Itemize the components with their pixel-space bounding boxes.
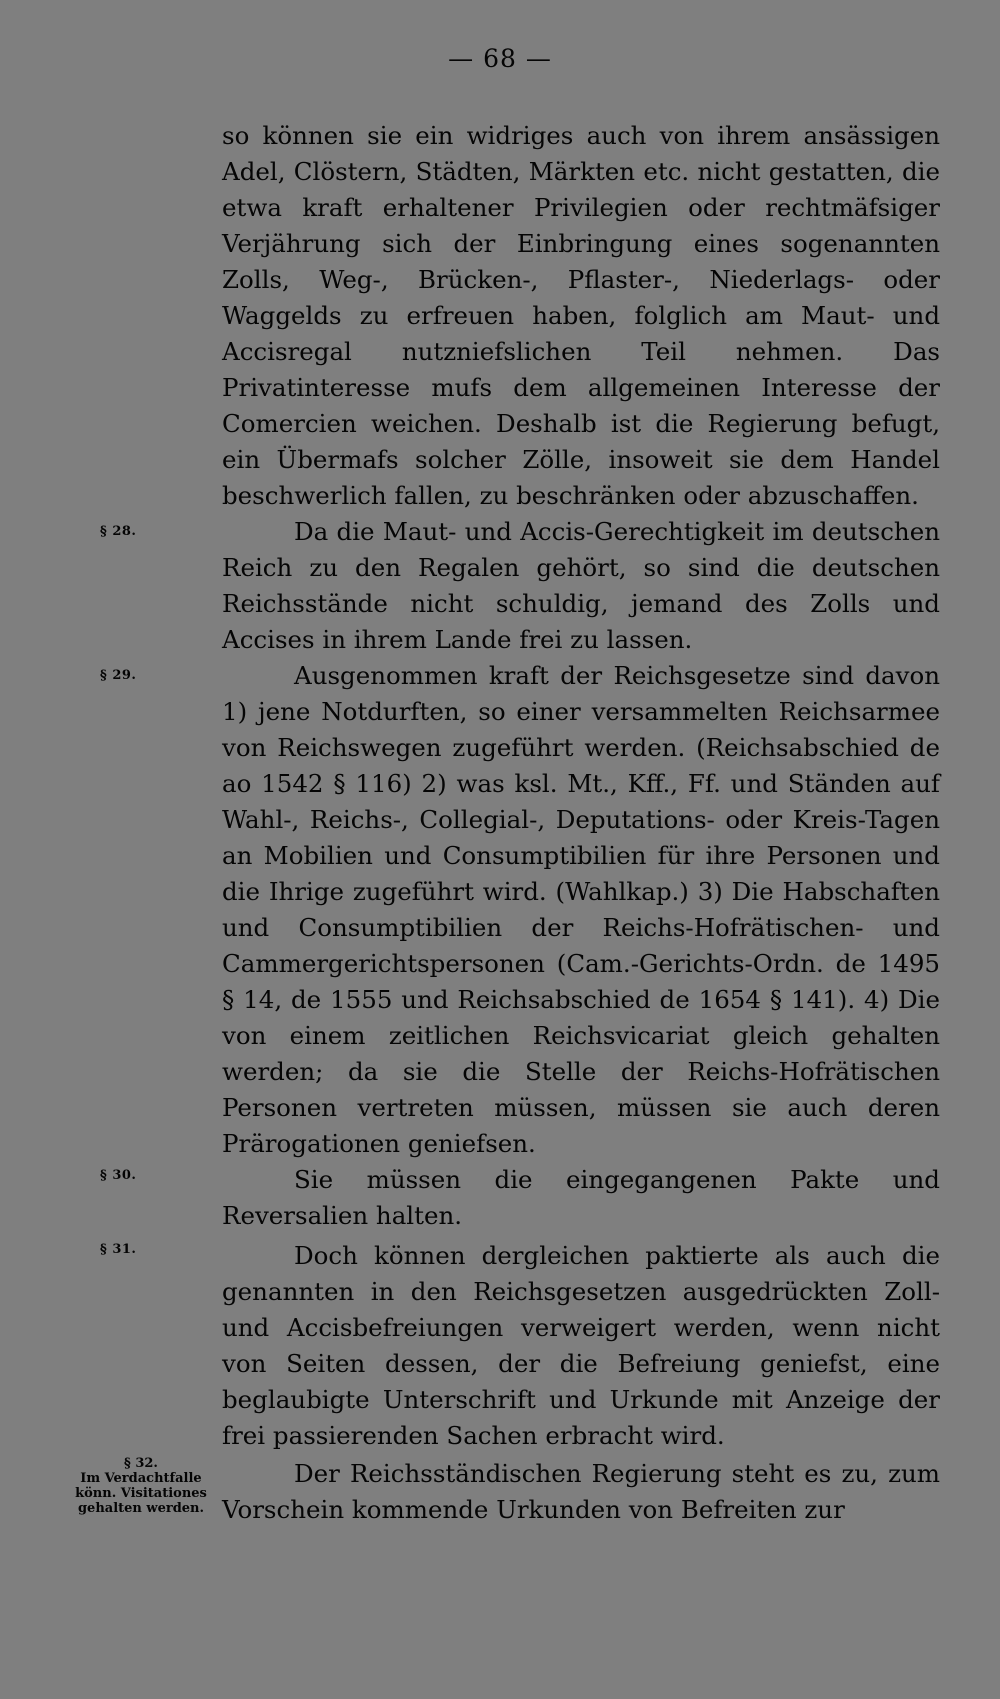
section-marker-32-note bbox=[66, 1456, 216, 1516]
paragraph-text: Sie müssen die eingegangenen Pakte und Reversalien halten. bbox=[222, 1165, 940, 1230]
section-marker-32: § 32. bbox=[124, 1456, 158, 1471]
paragraph-section-32 bbox=[222, 1456, 940, 1528]
section-marker-29: § 29. bbox=[100, 668, 137, 683]
paragraph-text: Ausgenommen kraft der Reichsgesetze sind davon 1) jene Notdurften, so einer versammelten Reichsarmee von Reichswegen zugeführt werden. (Reichsabschied de ao 1542 § 116) 2) was ksl. Mt., Kff., Ff. und Ständen auf Wahl-, Reichs-, Collegial-, Deputations- oder Kreis-Tagen an Mobilien und Consumptibilien für ihre Personen und die Ihrige zugeführt wird. (Wahlkap.) 3) Die Habschaften und Consumptibilien der Reichs-Hofrätischen- und Cammergerichtspersonen (Cam.-Gerichts-Ordn. de 1495 § 14, de 1555 und Reichsabschied de 1654 § 141). 4) Die von einem zeitlichen Reichsvicariat gleich gehalten werden; da sie die Stelle der Reichs-Hofrätischen Personen vertreten müssen, müssen sie auch deren Prärogationen geniefsen. bbox=[222, 661, 940, 1158]
paragraph-text: so können sie ein widriges auch von ihrem ansässigen Adel, Clöstern, Städten, Märkten etc. nicht gestatten, die etwa kraft erhaltener Privilegien oder rechtmäfsiger Verjährung sich der Einbringung eines sogenannten Zolls, Weg-, Brücken-, Pflaster-, Niederlags- oder Waggelds zu erfreuen haben, folglich am Maut- und Accisregal nutzniefslichen Teil nehmen. Das Privatinteresse mufs dem allgemeinen Interesse der Comercien weichen. Deshalb ist die Regierung befugt, ein Übermafs solcher Zölle, insoweit sie dem Handel beschwerlich fallen, zu beschränken oder abzuschaffen. bbox=[222, 121, 940, 510]
section-marker-28: § 28. bbox=[100, 524, 137, 539]
paragraph-text: Doch können dergleichen paktierte als auch die genannten in den Reichsgesetzen ausgedrückten Zoll- und Accisbefreiungen verweigert werden, wenn nicht von Seiten dessen, der die Befreiung geniefst, eine beglaubigte Unterschrift und Urkunde mit Anzeige der frei passierenden Sachen erbracht wird. bbox=[222, 1241, 940, 1450]
section-marker-31: § 31. bbox=[100, 1242, 137, 1257]
paragraph-text: Da die Maut- und Accis-Gerechtigkeit im deutschen Reich zu den Regalen gehört, so sind die deutschen Reichsstände nicht schuldig, jemand des Zolls und Accises in ihrem Lande frei zu lassen. bbox=[222, 517, 940, 654]
page-number: — 68 — bbox=[448, 44, 552, 73]
paragraph-section-31 bbox=[222, 1238, 940, 1454]
paragraph-section-29 bbox=[222, 658, 940, 1162]
paragraph-section-30 bbox=[222, 1162, 940, 1234]
paragraph-continuation bbox=[222, 118, 940, 514]
paragraph-section-28 bbox=[222, 514, 940, 658]
margin-annotation: Im Verdachtfalle könn. Visitationes gehalten werden. bbox=[75, 1471, 207, 1516]
section-marker-30: § 30. bbox=[100, 1168, 137, 1183]
paragraph-text: Der Reichsständischen Regierung steht es zu, zum Vorschein kommende Urkunden von Befreiten zur bbox=[222, 1459, 940, 1524]
